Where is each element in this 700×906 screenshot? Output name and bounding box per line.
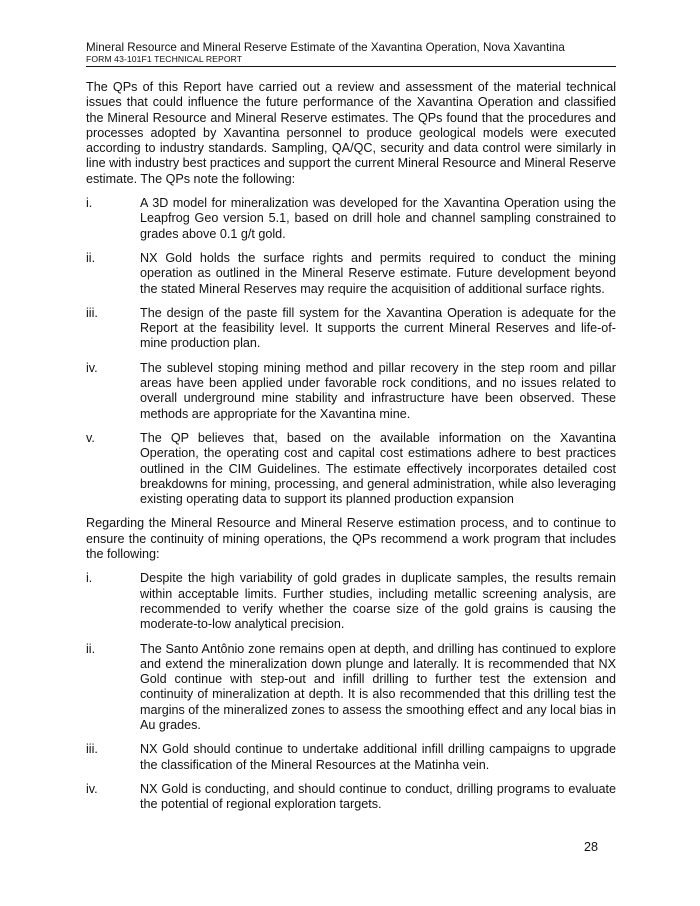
item-text: The sublevel stoping mining method and pillar recovery in the step room and pillar areas have been applied under favorable rock conditions, and no issues related to overall underground mine stability and infrastructure have been observed. These methods are appropriate for the Xavantina mine.: [140, 360, 616, 421]
item-text: The design of the paste fill system for the Xavantina Operation is adequate for the Report at the feasibility level. It supports the current Mineral Reserves and life-of-mine production plan.: [140, 305, 616, 351]
intro-paragraph: The QPs of this Report have carried out a review and assessment of the material technical issues that could influence the future performance of the Xavantina Operation and classified the Mineral Resource and Mineral Reserve estimates. The QPs found that the procedures and processes adopted by Xavantina personnel to produce geological models were executed according to industry standards. Sampling, QA/QC, security and data control were similarly in line with industry best practices and support the current Mineral Resource and Mineral Reserve estimate. The QPs note the following:: [86, 80, 616, 186]
list-item: [86, 251, 616, 297]
item-text: NX Gold is conducting, and should continue to conduct, drilling programs to evaluate the potential of regional exploration targets.: [140, 781, 616, 812]
item-number: i.: [86, 571, 93, 586]
item-text: A 3D model for mineralization was developed for the Xavantina Operation using the Leapfrog Geo version 5.1, based on drill hole and channel sampling constrained to grades above 0.1 g/t gold.: [140, 196, 616, 241]
recommendations-list: [86, 571, 616, 812]
findings-list: [86, 196, 616, 507]
item-text: The Santo Antônio zone remains open at depth, and drilling has continued to explore and extend the mineralization down plunge and laterally. It is recommended that NX Gold continue with step-out and infill drilling to further test the extension and continuity of mineralization at depth. It is also recommended that this drilling test the margins of the mineralized zones to assess the smoothing effect and any local bias in Au grades.: [140, 641, 616, 732]
list-item: [86, 782, 616, 813]
list-item: [86, 306, 616, 352]
item-number: i.: [86, 196, 93, 211]
page-body: [86, 80, 616, 821]
report-title: Mineral Resource and Mineral Reserve Estimate of the Xavantina Operation, Nova Xavantina: [86, 41, 565, 54]
item-text: Despite the high variability of gold grades in duplicate samples, the results remain within acceptable limits. Further studies, including metallic screening analysis, are recommended to verify whether the coarse size of the gold grains is causing the moderate-to-low analytical precision.: [140, 571, 616, 632]
item-text: NX Gold should continue to undertake additional infill drilling campaigns to upgrade the classification of the Mineral Resources at the Matinha vein.: [140, 742, 616, 772]
item-number: iii.: [86, 305, 98, 320]
list-item: [86, 742, 616, 773]
list-item: [86, 642, 616, 734]
list-item: [86, 196, 616, 242]
recommend-paragraph: Regarding the Mineral Resource and Mineral Reserve estimation process, and to continue to ensure the continuity of mining operations, the QPs recommend a work program that includes the following:: [86, 516, 616, 562]
item-text: The QP believes that, based on the available information on the Xavantina Operation, the operating cost and capital cost estimations adhere to best practices outlined in the CIM Guidelines. The estimate effectively incorporates detailed cost breakdowns for mining, processing, and general administration, while also leveraging existing operating data to support its planned production expansion: [140, 430, 616, 507]
item-number: iv.: [86, 360, 98, 375]
item-number: ii.: [86, 250, 96, 265]
page-header: [86, 41, 616, 67]
item-number: ii.: [86, 641, 96, 656]
item-number: iv.: [86, 781, 98, 796]
item-number: v.: [86, 430, 95, 445]
item-text: NX Gold holds the surface rights and permits required to conduct the mining operation as outlined in the Mineral Reserve estimate. Future development beyond the stated Mineral Reserves may require the acquisition of additional surface rights.: [140, 250, 616, 296]
list-item: [86, 571, 616, 632]
page-number: 28: [584, 840, 599, 854]
list-item: [86, 361, 616, 422]
list-item: [86, 431, 616, 507]
report-subtitle: FORM 43-101F1 TECHNICAL REPORT: [86, 54, 243, 64]
item-number: iii.: [86, 742, 98, 757]
